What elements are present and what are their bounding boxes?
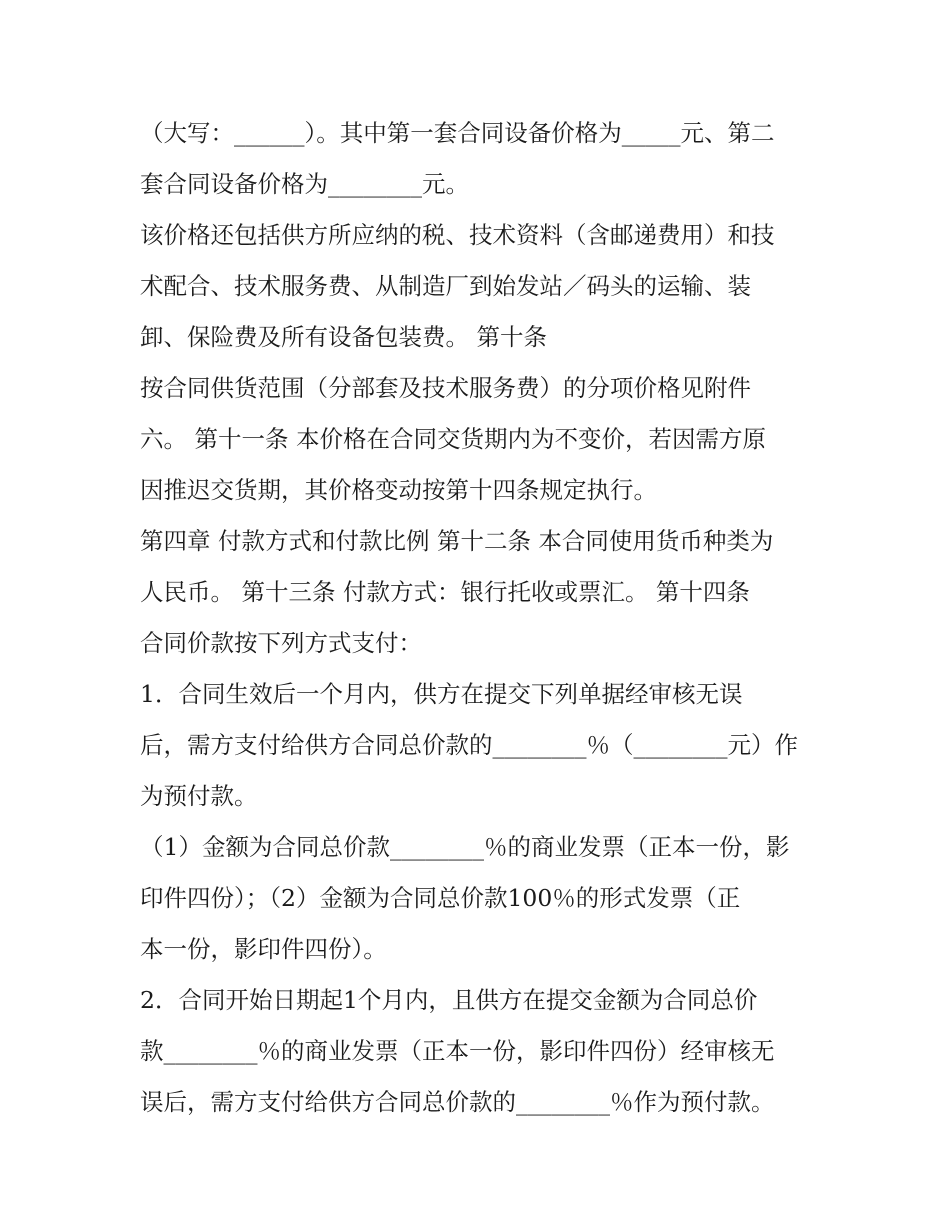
text-line: （大写：______）。其中第一套合同设备价格为_____元、第二 <box>140 119 775 147</box>
text-line: 术配合、技术服务费、从制造厂到始发站／码头的运输、装 <box>140 272 751 300</box>
text-line: 六。 第十一条 本价格在合同交货期内为不变价，若因需方原 <box>140 425 766 453</box>
contract-text <box>140 108 830 1128</box>
text-line: 1．合同生效后一个月内，供方在提交下列单据经审核无误 <box>140 680 743 708</box>
text-line: 款________％的商业发票（正本一份，影印件四份）经审核无 <box>140 1037 775 1065</box>
text-line: 印件四份）；（2）金额为合同总价款100％的形式发票（正 <box>140 884 741 912</box>
text-line: 为预付款。 <box>140 782 258 810</box>
text-line: 误后，需方支付给供方合同总价款的________％作为预付款。 <box>140 1088 775 1116</box>
text-line: 合同价款按下列方式支付： <box>140 629 422 657</box>
text-line: （1）金额为合同总价款________％的商业发票（正本一份，影 <box>140 833 790 861</box>
text-line: 后，需方支付给供方合同总价款的________％（________元）作 <box>140 731 798 759</box>
text-line: 按合同供货范围（分部套及技术服务费）的分项价格见附件 <box>140 374 751 402</box>
text-line: 第四章 付款方式和付款比例 第十二条 本合同使用货币种类为 <box>140 527 774 555</box>
text-line: 人民币。 第十三条 付款方式：银行托收或票汇。 第十四条 <box>140 578 750 606</box>
text-line: 套合同设备价格为________元。 <box>140 170 469 198</box>
text-line: 因推迟交货期，其价格变动按第十四条规定执行。 <box>140 476 657 504</box>
text-line: 该价格还包括供方所应纳的税、技术资料（含邮递费用）和技 <box>140 221 775 249</box>
text-line: 2．合同开始日期起1个月内，且供方在提交金额为合同总价 <box>140 986 758 1014</box>
text-line: 本一份，影印件四份）。 <box>140 935 387 963</box>
text-line: 卸、保险费及所有设备包装费。 第十条 <box>140 323 547 351</box>
